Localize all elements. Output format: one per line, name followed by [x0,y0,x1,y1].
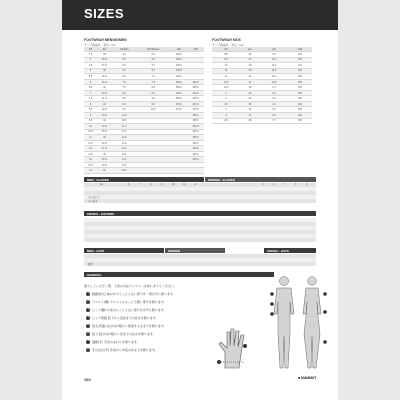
footwear-adult-cell: 3.5 [84,52,97,58]
footwear-kids-row [212,118,312,124]
general-title: GENERAL [87,272,102,277]
footwear-adult-cell: 10.0 [112,113,136,119]
men-gloves-title: MEN · GLOVES [87,177,109,182]
footwear-kids-cell: 1.0 [260,85,288,91]
gaiters-title: UNISEX · GAITERS [87,211,115,216]
title-banner [62,0,338,30]
men-glove-size: 8 [150,183,152,187]
footwear-adult-cell: 7.5 [112,85,136,91]
footwear-adult-row [84,168,204,174]
footwear-adult-column-header: EU [97,47,112,52]
footwear-kids-cell: 12.5 [212,79,240,85]
footwear-kids-cell: 29 [240,68,260,74]
footwear-adult-cell: 37 ⅓ [97,63,112,69]
women-glove-size: 9 [306,183,308,187]
footwear-kids-cell: 180 [288,68,312,74]
footwear-adult-cell: 40 [97,85,112,91]
footwear-adult-cell: 8.0 [112,90,136,96]
footwear-kids-cell: 4.0 [260,101,288,107]
footwear-adult-cell [187,168,204,174]
footwear-kids-cell: 30 [240,74,260,80]
footwear-adult-cell: 13.0 [112,146,136,152]
footwear-adult-cell: 12.5 [84,151,97,157]
footwear-adult-cell: 240.0 [170,68,187,74]
footwear-kids-cell: 32 [240,85,260,91]
female-figure-head-icon [308,277,317,286]
hats-row-label: 頭囲 [88,263,93,267]
item-text: 手の長さ(手) 手首から中指の先までを測ります。 [92,348,158,352]
footwear-adult-cell: 13.5 [84,162,97,168]
footwear-kids-cell: 12 [212,74,240,80]
general-list-item [86,332,156,336]
footwear-kids-cell: 235 [288,118,312,124]
men-glove-size: 6 [128,183,130,187]
footwear-kids-column-header: UK [212,47,240,52]
footwear-kids-cell: 7.0 [260,118,288,124]
item-number-badge: 3 [87,308,89,312]
footwear-kids-cell: 13.5 [260,79,288,85]
footwear-adult-cell: 250.0 [170,79,187,85]
general-list-item [86,340,140,344]
footwear-adult-cell: 7.5 [136,79,170,85]
item-text: 股下 股の付け根から床までの長さを測ります。 [92,332,156,336]
footwear-kids-cell: 37 [240,113,260,119]
footwear-adult-cell: 290.0 [187,124,204,130]
footwear-adult-cell: 7.0 [136,74,170,80]
footwear-adult-table [84,47,204,174]
footwear-kids-cell: 8.5 [212,52,240,58]
general-bar [84,272,274,277]
footwear-adult-cell: 5.5 [112,63,136,69]
men-glove-size: 9 [161,183,163,187]
footwear-adult-cell: 45 ⅓ [97,129,112,135]
footwear-adult-cell: 6.5 [112,74,136,80]
item-text: ウエスト(胴) ウエストのもっとも細い部分を測ります。 [92,300,167,304]
footwear-adult-cell: 235.0 [170,63,187,69]
footwear-kids-cell: 3.0 [260,96,288,102]
footwear-adult-cell [170,168,187,174]
footwear-adult-cell: 9.5 [112,107,136,113]
footwear-kids-cell: 2.0 [260,90,288,96]
footwear-adult-cell: 46 [97,135,112,141]
footwear-kids-cell: 13.5 [212,85,240,91]
footwear-adult-cell: 300.0 [187,135,204,141]
male-figure-icon [274,288,294,368]
footwear-kids-cell: 28 [240,63,260,69]
footwear-kids-cell: 3 [212,107,240,113]
footwear-adult-cell: 285.0 [187,118,204,124]
footwear-adult-cell: 42 ⅔ [97,107,112,113]
footwear-kids-cell: 13.0 [260,74,288,80]
footwear-adult-cell: 265.0 [187,96,204,102]
footwear-adult-cell: 48 [97,151,112,157]
footwear-adult-cell [136,168,170,174]
footwear-kids-column-header: EU [240,47,260,52]
women-hats-title: WOMEN [168,248,180,253]
footwear-kids-subtitle: サイズ換算表 単位 / mm [212,42,244,47]
footwear-adult-cell: 315.0 [187,151,204,157]
women-gloves-title: WOMEN · GLOVES [208,177,235,182]
item-number-badge: 1 [87,292,89,296]
footwear-adult-cell: 47 ⅓ [97,146,112,152]
footwear-adult-cell: 4.5 [112,52,136,58]
footwear-adult-cell: 10.5 [84,129,97,135]
footwear-adult-cell: 250.0 [187,79,204,85]
footwear-adult-cell: 7.5 [84,96,97,102]
footwear-adult-cell: 12.0 [112,135,136,141]
marker-1-icon [270,292,274,296]
footwear-adult-cell: 6.0 [136,63,170,69]
female-figure-icon [303,288,321,368]
footwear-adult-column-header: UK [84,47,97,52]
footwear-kids-cell: 10 [212,63,240,69]
footwear-adult-cell: 13 [84,157,97,163]
general-list-item [86,292,176,296]
footwear-adult-cell: 43 ⅓ [97,113,112,119]
catalog-page [62,0,338,400]
footwear-adult-cell: 11.5 [84,140,97,146]
footwear-adult-cell: 295.0 [187,129,204,135]
footwear-kids-cell: 26 [240,52,260,58]
footwear-adult-cell: 245.0 [170,74,187,80]
footwear-kids-cell: 1 [212,90,240,96]
marker-5-icon [323,310,327,314]
general-list-item [86,316,159,320]
footwear-adult-cell: 14.5 [112,162,136,168]
footwear-kids-cell: 165 [288,57,312,63]
women-glove-size: 8 [295,183,297,187]
footwear-kids-column-header: US [260,47,288,52]
footwear-adult-cell: 13.5 [112,151,136,157]
men-glove-size: 11 [183,183,186,187]
footwear-kids-cell: 2.5 [212,101,240,107]
footwear-kids-cell: 33 [240,90,260,96]
hand-measure-illustration [207,322,257,372]
footwear-adult-cell: 9.5 [136,101,170,107]
general-note: 採寸していただく際、下記の方法でメジャーを体にあててください。 [84,284,177,288]
footwear-adult-cell: 46 ⅔ [97,140,112,146]
item-number-badge: 6 [87,332,89,336]
footwear-kids-cell: 35 [240,101,260,107]
footwear-kids-cell: 36 [240,107,260,113]
footwear-adult-column-header: CM [170,47,187,52]
marker-3-icon [270,312,274,316]
men-glove-size: 7 [139,183,141,187]
footwear-adult-cell: 255.0 [170,85,187,91]
item-number-badge: 2 [87,300,89,304]
hats-row-b [84,262,316,266]
footwear-adult-column-header: CM [187,47,204,52]
footwear-adult-cell: 39 ⅓ [97,79,112,85]
footwear-adult-cell: 8 [84,101,97,107]
footwear-adult-column-header: US Men [112,47,136,52]
footwear-kids-table [212,47,312,124]
item-text: ヒップ(腰) お尻のもっとも太い部分を水平に測ります。 [92,308,167,312]
footwear-adult-column-header: US Women [136,47,170,52]
footwear-kids-cell: 6.0 [260,113,288,119]
footwear-adult-cell: 38 ⅔ [97,74,112,80]
footwear-kids-cell: 11.0 [260,63,288,69]
footwear-adult-subtitle: サイズ換算表 単位 / mm [84,42,116,47]
footwear-adult-cell: 7 [84,90,97,96]
men-glove-size: 10 [172,183,175,187]
footwear-kids-cell: 210 [288,96,312,102]
women-glove-size: 5 [262,183,264,187]
footwear-kids-cell: 4.5 [212,118,240,124]
footwear-adult-cell: 255.0 [187,85,204,91]
footwear-adult-cell: 10.0 [136,107,170,113]
footwear-kids-cell: 205 [288,90,312,96]
footwear-adult-cell: 230.0 [170,57,187,63]
footwear-adult-cell: 6.5 [84,85,97,91]
page-number: 160 [84,377,91,382]
item-text: ヒップ周囲 股下から足首までの長さを測ります。 [92,316,159,320]
footwear-kids-cell: 31 [240,79,260,85]
footwear-adult-cell: 11.5 [112,129,136,135]
footwear-kids-cell: 225 [288,107,312,113]
footwear-kids-cell: 12.0 [260,68,288,74]
item-number-badge: 5 [87,324,89,328]
footwear-adult-cell: 310.0 [187,146,204,152]
footwear-kids-cell: 2 [212,96,240,102]
footwear-adult-cell: 14.0 [112,157,136,163]
footwear-adult-cell: 265.0 [170,96,187,102]
footwear-adult-cell: 320.0 [187,157,204,163]
footwear-adult-cell: 40 ⅔ [97,90,112,96]
footwear-adult-cell: 5.5 [136,57,170,63]
gloves-row-d [84,199,316,203]
item-text: 胸囲(首元) 体の中でもっとも太い部分を一周水平に測ります。 [92,292,176,296]
footwear-adult-cell: 8.0 [136,85,170,91]
footwear-adult-cell: 275.0 [187,107,204,113]
footwear-adult-cell: 38 [97,68,112,74]
footwear-kids-cell: 185 [288,74,312,80]
footwear-kids-cell: 38 [240,118,260,124]
footwear-adult-cell: 280.0 [187,113,204,119]
footwear-adult-cell: 9.5 [84,118,97,124]
footwear-kids-cell: 170 [288,63,312,69]
item-number-badge: 7 [87,340,89,344]
footwear-kids-cell: 230 [288,113,312,119]
footwear-adult-cell: 9 [84,113,97,119]
footwear-adult-cell: 5.0 [112,57,136,63]
footwear-adult-cell: 4.5 [84,63,97,69]
footwear-adult-cell: 44 ⅔ [97,124,112,130]
general-list-item [86,308,167,312]
footwear-adult-cell: 5 [84,68,97,74]
footwear-adult-cell: 8.5 [84,107,97,113]
footwear-adult-cell: 225.0 [170,52,187,58]
footwear-adult-cell: 305.0 [187,140,204,146]
marker-7-icon [217,360,221,364]
footwear-adult-cell: 8.5 [112,96,136,102]
general-list-item [86,300,167,304]
footwear-adult-cell: 7.0 [112,79,136,85]
marker-6-icon [323,340,327,344]
footwear-kids-cell: 195 [288,85,312,91]
general-list-item [86,348,158,352]
footwear-adult-cell: 5.5 [84,74,97,80]
footwear-kids-cell: 4 [212,113,240,119]
footwear-kids-cell: 9.0 [260,52,288,58]
footwear-adult-cell: 5.0 [136,52,170,58]
footwear-adult-cell: 260.0 [170,90,187,96]
footwear-adult-cell: 260.0 [187,90,204,96]
item-text: 着丈(背面) 首の付け根から希望する丈までを測ります。 [92,324,167,328]
footwear-adult-cell: 9.0 [112,101,136,107]
footwear-kids-cell: 27 [240,57,260,63]
footwear-adult-cell: 11 [84,135,97,141]
gloves-row1-label: 手のまわり [88,196,100,200]
footwear-adult-cell: 42 [97,101,112,107]
marker-2-icon [270,302,274,306]
item-text: 頭囲(手) 手首のまわりを測ります。 [92,340,140,344]
gloves-size-label: EU [100,183,104,187]
footwear-adult-cell: 15.0 [112,168,136,174]
body-figures-illustration [267,272,329,372]
men-hats-title: MEN · HATS [87,248,105,253]
footwear-adult-cell: 9.0 [136,96,170,102]
footwear-kids-cell: 220 [288,101,312,107]
footwear-adult-cell: 48 ⅔ [97,157,112,163]
footwear-adult-cell: 36 ⅔ [97,57,112,63]
women-glove-size: 6 [273,183,275,187]
men-gloves-bar [84,177,204,182]
footwear-kids-column-header: CM [288,47,312,52]
mammoth-logo-icon: ■ [298,376,301,380]
footwear-adult-cell: 10 [84,124,97,130]
male-figure-head-icon [280,277,289,286]
footwear-kids-title: FOOTWEAR KIDS [212,38,241,42]
footwear-adult-title: FOOTWEAR MEN/WOMEN [84,38,127,42]
brand-logo [298,376,316,380]
footwear-adult-cell: 8.5 [136,90,170,96]
women-glove-size: 7 [284,183,286,187]
footwear-adult-cell: 6 [84,79,97,85]
men-hats-bar [84,248,164,253]
footwear-adult-cell: 14 [84,168,97,174]
footwear-adult-cell: 6.5 [136,68,170,74]
footwear-kids-cell: 160 [288,52,312,58]
footwear-adult-cell: 12.5 [112,140,136,146]
footwear-kids-cell: 10.0 [260,57,288,63]
footwear-adult-cell: 41 ⅓ [97,96,112,102]
brand-logo-text: MAMMUT [301,376,317,380]
footwear-adult-cell: 11.0 [112,124,136,130]
men-glove-size: 12 [194,183,197,187]
footwear-adult-cell: 275.0 [170,107,187,113]
footwear-adult-cell: 10.5 [112,118,136,124]
unisex-hats-title: UNISEX · HATS [267,248,289,253]
footwear-adult-cell: 270.0 [170,101,187,107]
marker-8-icon [243,344,247,348]
gloves-row2-label: 手の長さ [88,200,98,204]
footwear-kids-cell: 190 [288,79,312,85]
item-number-badge: 4 [87,316,89,320]
footwear-kids-cell: 5.0 [260,107,288,113]
footwear-kids-cell: 34 [240,96,260,102]
item-number-badge: 8 [87,348,89,352]
gaiters-bar [84,211,316,216]
footwear-adult-cell: 50 [97,168,112,174]
footwear-adult-cell: 12 [84,146,97,152]
footwear-adult-cell: 36 [97,52,112,58]
footwear-adult-cell: 270.0 [187,101,204,107]
marker-4-icon [323,292,327,296]
footwear-kids-cell: 11 [212,68,240,74]
footwear-adult-cell: 6.0 [112,68,136,74]
women-hats-bar [165,248,225,253]
footwear-adult-cell: 4 [84,57,97,63]
women-gloves-bar [205,177,316,182]
gaiters-row-f [84,238,316,242]
footwear-adult-cell: 44 [97,118,112,124]
footwear-kids-cell: 9.5 [212,57,240,63]
general-list-item [86,324,167,328]
unisex-hats-bar [264,248,316,253]
page-title: SIZES [84,6,125,21]
footwear-adult-cell: 49 ⅓ [97,162,112,168]
